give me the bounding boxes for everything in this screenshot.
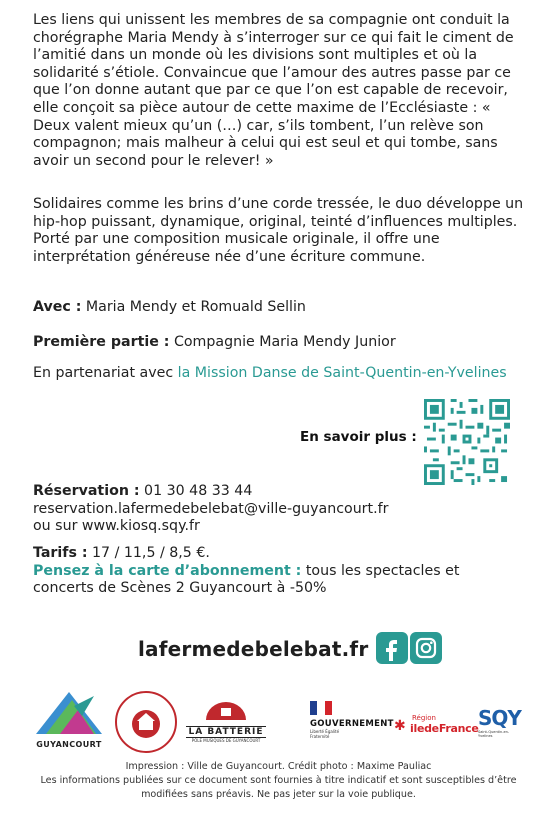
- iledefrance-label: iledeFrance: [410, 722, 479, 735]
- avec-label: Avec :: [33, 299, 82, 315]
- tarifs-value: 17 / 11,5 / 8,5 €.: [87, 545, 210, 561]
- credit-premiere-partie: [33, 334, 533, 352]
- reservation-web[interactable]: ou sur www.kiosq.sqy.fr: [33, 518, 200, 535]
- intro-paragraph-2: Solidaires comme les brins d’une corde tressée, le duo développe un hip-hop puissant, dynamique, original, teinté d’influences multiples. Porté par une composition musicale originale, il offre une interprétation généreuse née d’une écriture commune.: [33, 196, 524, 265]
- sqy-subtitle: Saint-Quentin-en-Yvelines: [478, 730, 510, 738]
- reservation-phone[interactable]: 01 30 48 33 44: [139, 483, 253, 499]
- batterie-title: LA BATTERIE: [186, 726, 266, 738]
- sqy-logo: [478, 706, 522, 740]
- instagram-icon[interactable]: [410, 632, 442, 664]
- gouvernement-logo: [310, 700, 394, 746]
- credit-avec: [33, 299, 533, 317]
- premiere-partie-value: Compagnie Maria Mendy Junior: [169, 334, 396, 350]
- facebook-icon[interactable]: [376, 632, 408, 664]
- reservation-label: Réservation :: [33, 483, 140, 499]
- sqy-label: SQY: [478, 706, 521, 730]
- guyancourt-label: GUYANCOURT: [36, 740, 102, 749]
- footer-print-credit: Impression : Ville de Guyancourt. Crédit photo : Maxime Pauliac: [125, 761, 432, 772]
- batterie-subtitle: PÔLE MUSIQUES DE GUYANCOURT: [191, 738, 261, 743]
- website-link[interactable]: lafermedebelebat.fr: [138, 637, 369, 661]
- ferme-de-bel-ebat-logo: [114, 690, 178, 754]
- abonnement-value: tous les spectacles et concerts de Scènes 2 Guyancourt à -50%: [33, 562, 460, 597]
- tarifs-label: Tarifs :: [33, 545, 88, 561]
- avec-value: Maria Mendy et Romuald Sellin: [81, 299, 306, 315]
- partnership: [33, 365, 513, 383]
- region-label: Région: [412, 714, 436, 722]
- partnership-prefix: En partenariat avec: [33, 365, 178, 381]
- star-icon: ✱: [394, 718, 406, 734]
- tarifs-block: [33, 545, 503, 598]
- reservation-email[interactable]: reservation.lafermedebelebat@ville-guyancourt.fr: [33, 500, 389, 517]
- la-batterie-logo: [186, 700, 266, 750]
- guyancourt-logo: [34, 690, 104, 748]
- partnership-link[interactable]: la Mission Danse de Saint-Quentin-en-Yvelines: [177, 365, 507, 381]
- gouvernement-label: GOUVERNEMENT: [310, 719, 394, 729]
- abonnement-label: Pensez à la carte d’abonnement :: [33, 562, 302, 579]
- qr-code-icon[interactable]: [424, 399, 510, 485]
- region-iledefrance-logo: [394, 714, 479, 744]
- footer-disclaimer: Les informations publiées sur ce document sont fournies à titre indicatif et sont susceptibles d’être modifiées sans préavis. Ne pas jeter sur la voie publique.: [40, 775, 517, 800]
- intro-paragraph-1: Les liens qui unissent les membres de sa compagnie ont conduit la chorégraphe Maria Mendy à s’interroger sur ce qui fait le ciment de l’amitié dans un monde où les divisions sont multiples et où la solidarité s’étiole. Convaincue que l’amour des autres passe par ce que l’on donne autant que par ce que l’on est capable de recevoir, elle conçoit sa pièce autour de cette maxime de l’Ecclésiaste : « Deux valent mieux qu’un (…) car, s’ils tombent, l’un relève son compagnon; mais malheur à celui qui est seul et qui tombe, sans avoir un second pour le relever! »: [33, 12, 514, 169]
- premiere-partie-label: Première partie :: [33, 334, 170, 350]
- gouvernement-motto: Liberté Égalité Fraternité: [310, 729, 340, 739]
- reservation-block: [33, 483, 533, 536]
- more-info-label: En savoir plus :: [300, 429, 417, 445]
